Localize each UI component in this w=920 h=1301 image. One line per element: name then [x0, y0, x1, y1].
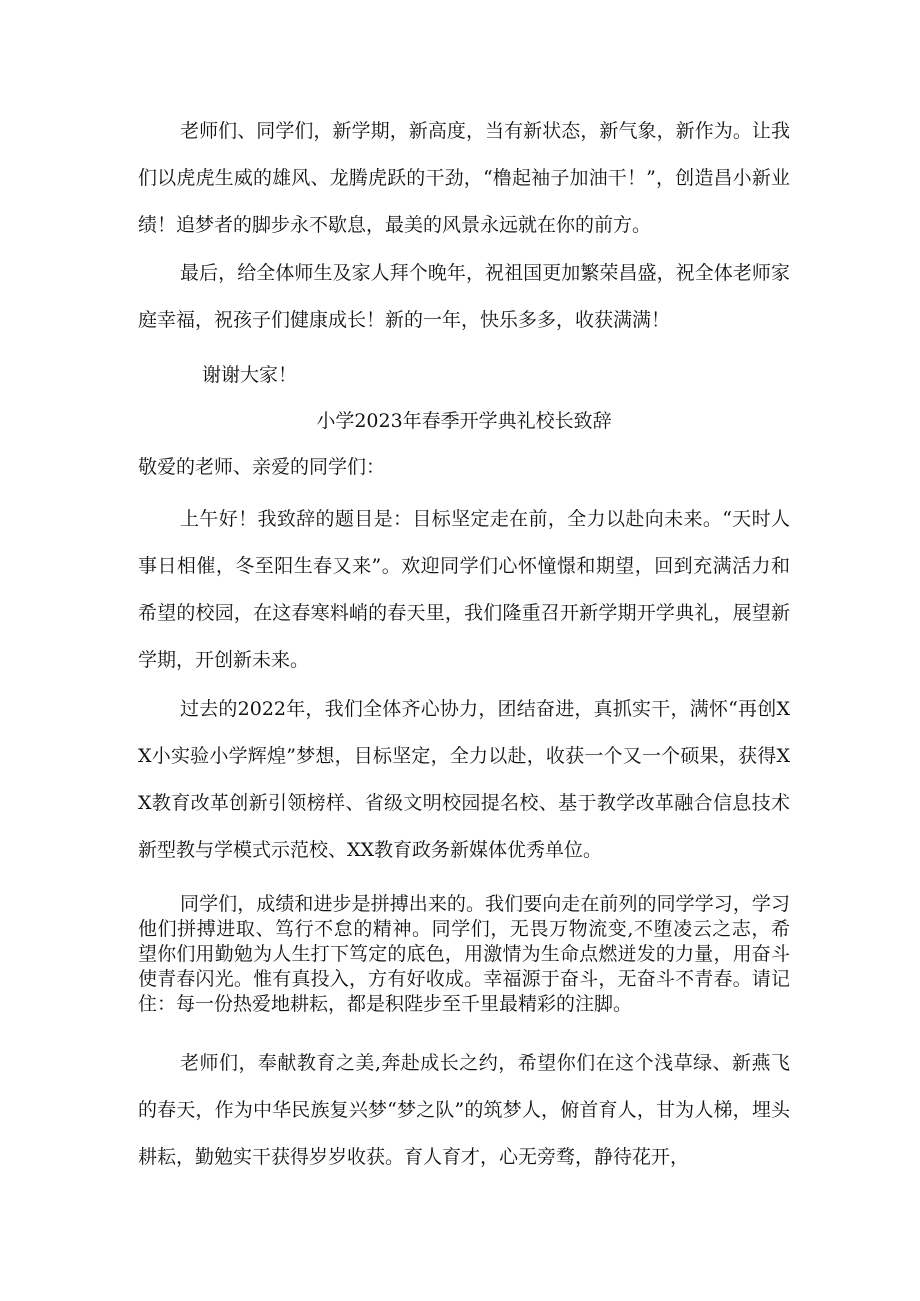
paragraph-greeting: 上午好！我致辞的题目是：目标坚定走在前，全力以赴向未来。“天时人事日相催，冬至阳生春又来”。欢迎同学们心怀憧憬和期望，回到充满活力和希望的校园，在这春寒料峭的春天里，我们隆重召开新学期开学典礼，展望新学期，开创新未来。	[138, 508, 790, 671]
thanks-line: 谢谢大家！	[202, 364, 298, 386]
paragraph-students: 同学们，成绩和进步是拼搏出来的。我们要向走在前列的同学学习，学习他们拼搏进取、笃行不怠的精神。同学们，无畏万物流变,不堕凌云之志，希望你们用勤勉为人生打下笃定的底色，用激情为生命点燃迸发的力量，用奋斗使青春闪光。惟有真投入，方有好收成。幸福源于奋斗，无奋斗不青春。请记住：每一份热爱地耕耘，都是积陛步至千里最精彩的注脚。	[138, 893, 790, 1015]
salutation: 敬爱的老师、亲爱的同学们：	[138, 456, 386, 478]
paragraph-teachers: 老师们，奉献教育之美,奔赴成长之约，希望你们在这个浅草绿、新燕飞的春天，作为中华民族复兴梦“梦之队”的筑梦人，俯首育人，甘为人梯，埋头耕耘，勤勉实干获得岁岁收获。育人育才，心无旁骛，静待花开，	[138, 1052, 790, 1168]
speech-title: 小学2023年春季开学典礼校长致辞	[316, 410, 612, 432]
paragraph-new-year-wishes: 最后，给全体师生及家人拜个晚年，祝祖国更加繁荣昌盛，祝全体老师家庭幸福，祝孩子们健康成长！新的一年，快乐多多，收获满满！	[138, 262, 790, 331]
paragraph-new-semester: 老师们、同学们，新学期，新高度，当有新状态，新气象，新作为。让我们以虎虎生威的雄风、龙腾虎跃的干劲，“橹起袖子加油干！”，创造昌小新业绩！追梦者的脚步永不歇息，最美的风景永远就在你的前方。	[138, 120, 790, 236]
paragraph-achievements-2022: 过去的2022年，我们全体齐心协力，团结奋进，真抓实干，满怀“再创XX小实验小学辉煌”梦想，目标坚定，全力以赴，收获一个又一个硕果，获得XX教育改革创新引领榜样、省级文明校园提名校、基于教学改革融合信息技术新型教与学模式示范校、XX教育政务新媒体优秀单位。	[138, 698, 790, 861]
